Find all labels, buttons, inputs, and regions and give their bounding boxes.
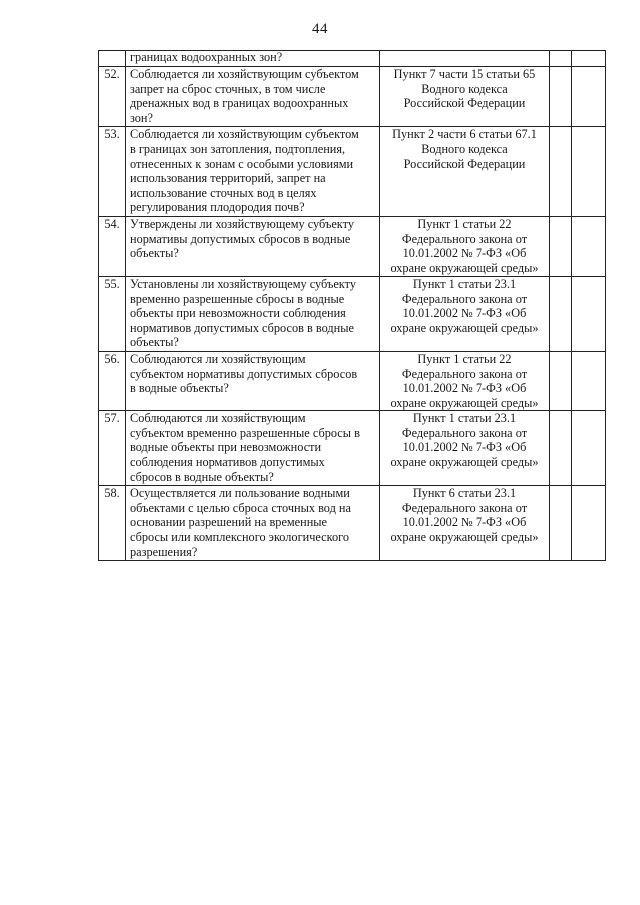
question-cell — [126, 67, 380, 127]
table-row — [99, 411, 606, 486]
question-line: нормативов допустимых сбросов в водные — [130, 320, 354, 335]
question-cell — [126, 486, 380, 561]
reference-line: Пункт 1 статьи 22 — [417, 351, 512, 366]
reference-line: охране окружающей среды» — [390, 320, 539, 335]
legal-reference-cell — [380, 351, 550, 410]
question-line: водные объекты при невозможности — [130, 440, 322, 455]
question-cell — [126, 411, 380, 486]
reference-line: Пункт 2 части 6 статьи 67.1 — [392, 127, 537, 142]
answer-cell — [550, 276, 572, 351]
answer-cell — [550, 411, 572, 486]
row-number — [99, 51, 126, 67]
row-number: 54. — [99, 216, 126, 276]
question-line: запрет на сброс сточных, в том числе — [130, 81, 326, 96]
question-line: Соблюдается ли хозяйствующим субъектом — [130, 127, 359, 142]
question-line: объекты? — [130, 335, 179, 350]
row-number: 52. — [99, 67, 126, 127]
reference-line: Пункт 7 части 15 статьи 65 — [393, 67, 536, 81]
question-line: субъектом нормативы допустимых сбросов — [130, 366, 358, 381]
question-cell — [126, 127, 380, 217]
note-cell — [572, 276, 606, 351]
question-line: субъектом временно разрешенные сбросы в — [130, 425, 360, 440]
reference-line: Российской Федерации — [403, 96, 526, 111]
answer-cell — [550, 127, 572, 217]
table-row — [99, 127, 606, 217]
reference-line: Водного кодекса — [421, 141, 508, 156]
question-line: Соблюдаются ли хозяйствующим — [130, 411, 306, 426]
reference-line: Пункт 1 статьи 23.1 — [412, 276, 517, 291]
reference-line: Федерального закона от — [401, 425, 528, 440]
row-number: 55. — [99, 276, 126, 351]
legal-reference-cell — [380, 411, 550, 486]
question-line: использование сточных вод в целях — [130, 185, 317, 200]
reference-line: охране окружающей среды» — [390, 530, 539, 545]
table-row — [99, 486, 606, 561]
reference-line: Федерального закона от — [401, 366, 528, 381]
question-line: Утверждены ли хозяйствующему субъекту — [130, 216, 354, 231]
question-line: соблюдения нормативов допустимых — [130, 455, 325, 470]
note-cell — [572, 216, 606, 276]
question-line: границах водоохранных зон? — [130, 50, 283, 64]
note-cell — [572, 411, 606, 486]
question-cell — [126, 276, 380, 351]
question-line: временно разрешенные сбросы в водные — [130, 291, 345, 306]
reference-line: 10.01.2002 № 7-ФЗ «Об — [402, 515, 527, 530]
question-line: Соблюдается ли хозяйствующим субъектом — [130, 67, 359, 81]
note-cell — [572, 351, 606, 410]
reference-line: 10.01.2002 № 7-ФЗ «Об — [402, 246, 527, 261]
question-line: Установлены ли хозяйствующему субъекту — [130, 276, 356, 291]
reference-line: Водного кодекса — [421, 81, 508, 96]
note-cell — [572, 127, 606, 217]
question-cell — [126, 216, 380, 276]
reference-line: 10.01.2002 № 7-ФЗ «Об — [402, 306, 527, 321]
legal-reference-cell — [380, 51, 550, 67]
question-line: разрешения? — [130, 544, 198, 559]
answer-cell — [550, 351, 572, 410]
question-line: в границах зон затопления, подтопления, — [130, 141, 346, 156]
question-line: отнесенных к зонам с особыми условиями — [130, 156, 354, 171]
reference-line: охране окружающей среды» — [390, 395, 539, 410]
reference-line: Пункт 6 статьи 23.1 — [412, 486, 517, 501]
reference-line: охране окружающей среды» — [390, 260, 539, 275]
checklist-table — [98, 50, 606, 561]
table-row — [99, 351, 606, 410]
note-cell — [572, 67, 606, 127]
question-line: объектами с целью сброса сточных вод на — [130, 500, 351, 515]
question-line: зон? — [130, 110, 153, 125]
table-row — [99, 67, 606, 127]
question-line: сбросы или комплексного экологического — [130, 530, 349, 545]
note-cell — [572, 51, 606, 67]
reference-line: Федерального закона от — [401, 291, 528, 306]
reference-line: 10.01.2002 № 7-ФЗ «Об — [402, 381, 527, 396]
question-line: основании разрешений на временные — [130, 515, 328, 530]
table-row — [99, 216, 606, 276]
question-line: в водные объекты? — [130, 381, 229, 396]
note-cell — [572, 486, 606, 561]
reference-line: 10.01.2002 № 7-ФЗ «Об — [402, 440, 527, 455]
question-line: дренажных вод в границах водоохранных — [130, 96, 349, 111]
question-line: объекты? — [130, 246, 179, 261]
legal-reference-cell — [380, 127, 550, 217]
reference-line: Пункт 1 статьи 22 — [417, 216, 512, 231]
answer-cell — [550, 486, 572, 561]
question-line: Осуществляется ли пользование водными — [130, 486, 350, 501]
reference-line: охране окружающей среды» — [390, 455, 539, 470]
reference-line: Пункт 1 статьи 23.1 — [412, 411, 517, 426]
row-number: 56. — [99, 351, 126, 410]
question-cell — [126, 51, 380, 67]
reference-line: Российской Федерации — [403, 156, 526, 171]
answer-cell — [550, 67, 572, 127]
legal-reference-cell — [380, 276, 550, 351]
reference-line: Федерального закона от — [401, 500, 528, 515]
page-number: 44 — [312, 21, 328, 37]
question-line: нормативы допустимых сбросов в водные — [130, 231, 351, 246]
checklist-body — [99, 51, 606, 561]
table-row — [99, 276, 606, 351]
answer-cell — [550, 216, 572, 276]
question-cell — [126, 351, 380, 410]
row-number: 57. — [99, 411, 126, 486]
legal-reference-cell — [380, 67, 550, 127]
row-number: 58. — [99, 486, 126, 561]
question-line: сбросов в водные объекты? — [130, 469, 274, 484]
table-row — [99, 51, 606, 67]
question-line: Соблюдаются ли хозяйствующим — [130, 351, 306, 366]
answer-cell — [550, 51, 572, 67]
question-line: объекты при невозможности соблюдения — [130, 306, 346, 321]
reference-line: Федерального закона от — [401, 231, 528, 246]
legal-reference-cell — [380, 216, 550, 276]
row-number: 53. — [99, 127, 126, 217]
legal-reference-cell — [380, 486, 550, 561]
question-line: регулирования плодородия почв? — [130, 200, 305, 215]
question-line: использования территорий, запрет на — [130, 171, 326, 186]
